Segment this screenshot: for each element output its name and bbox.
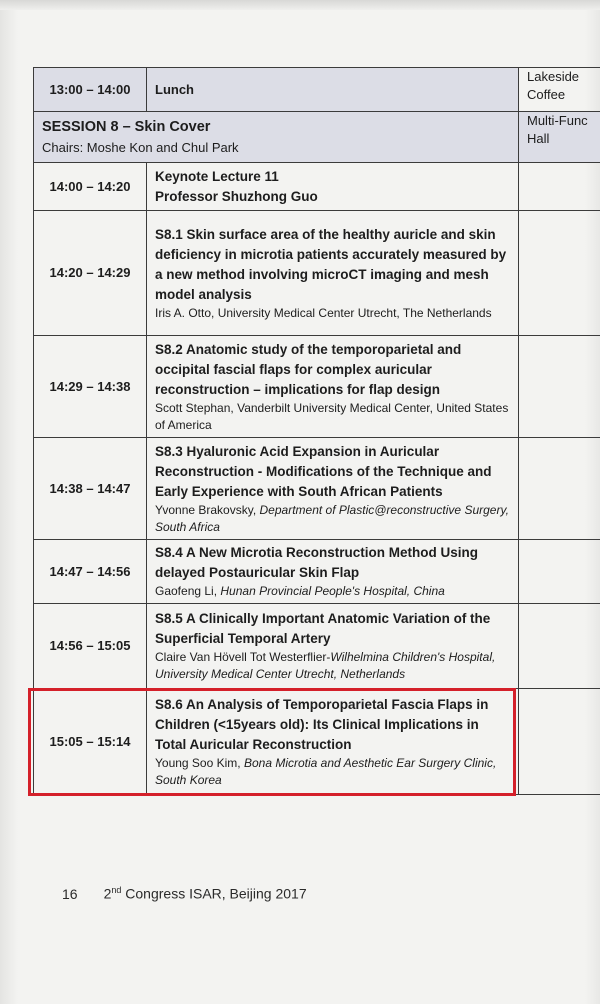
talk-row: [34, 438, 600, 540]
venue-cell-empty: [519, 689, 600, 795]
talk-cell: [147, 689, 519, 795]
talk-title: S8.1 Skin surface area of the healthy auricle and skin deficiency in microtia patients accurately measured by a new method involving microCT imaging and mesh model analysis: [155, 226, 507, 302]
talk-cell: [147, 211, 519, 336]
talk-title: S8.5 A Clinically Important Anatomic Variation of the Superficial Temporal Artery: [155, 611, 491, 646]
session-header: [34, 112, 519, 163]
session-venue: Multi-Func Hall: [519, 112, 600, 163]
talk-cell: [147, 540, 519, 604]
talk-affiliation: Hunan Provincial People's Hospital, China: [220, 584, 445, 598]
talk-row: [34, 211, 600, 336]
talk-author: Gaofeng Li,: [155, 584, 218, 598]
venue-cell-empty: [519, 604, 600, 689]
talk-row: [34, 604, 600, 689]
session-chairs: Chairs: Moshe Kon and Chul Park: [42, 140, 239, 155]
talk-author-line: [155, 755, 510, 789]
lunch-time: 13:00 – 14:00: [34, 68, 147, 112]
talk-author-line: [155, 305, 510, 322]
talk-cell: [147, 604, 519, 689]
venue-cell-empty: [519, 336, 600, 438]
talk-time: 14:47 – 14:56: [34, 540, 147, 604]
session-title: SESSION 8 – Skin Cover: [42, 119, 211, 135]
talk-author: Yvonne Brakovsky,: [155, 502, 257, 517]
talk-author: Scott Stephan,: [155, 400, 234, 415]
talk-affiliation: Department of Plastic@reconstructive Surgery, South Africa: [155, 502, 509, 534]
venue-cell-empty: [519, 540, 600, 604]
talk-affiliation: University Medical Center Utrecht, The Netherlands: [217, 305, 492, 320]
talk-title: S8.2 Anatomic study of the temporoparietal and occipital fascial flaps for complex auricular reconstruction – implications for flap design: [155, 341, 462, 397]
talk-time: 14:56 – 15:05: [34, 604, 147, 689]
talk-time: 14:38 – 14:47: [34, 438, 147, 540]
program-table: [33, 67, 600, 795]
keynote-time: 14:00 – 14:20: [34, 163, 147, 211]
talk-author-line: [155, 583, 510, 600]
talk-affiliation: Wilhelmina Children's Hospital, University Medical Center Utrecht, Netherlands: [155, 650, 496, 681]
lunch-label: Lunch: [147, 68, 519, 112]
talk-author-line: [155, 400, 510, 434]
talk-row: [34, 336, 600, 438]
talk-author-line: [155, 502, 510, 536]
keynote-line2: Professor Shuzhong Guo: [155, 188, 318, 204]
talk-affiliation: Vanderbilt University Medical Center, United States of America: [155, 400, 509, 432]
venue-cell-empty: [519, 163, 600, 211]
talk-row: [34, 540, 600, 604]
talk-cell: [147, 438, 519, 540]
congress-name: Congress ISAR, Beijing 2017: [121, 885, 307, 902]
session-row: [34, 112, 600, 163]
talk-row-highlighted: [34, 689, 600, 795]
page-top-edge: [0, 0, 600, 10]
talk-author: Claire Van Hövell Tot Westerflier-: [155, 650, 331, 664]
page-number: 16: [62, 885, 78, 902]
talk-title: S8.4 A New Microtia Reconstruction Method Using delayed Postauricular Skin Flap: [155, 545, 479, 580]
talk-time: 15:05 – 15:14: [34, 689, 147, 795]
talk-author: Young Soo Kim,: [155, 755, 241, 770]
keynote-cell: [147, 163, 519, 211]
talk-cell: [147, 336, 519, 438]
talk-time: 14:29 – 14:38: [34, 336, 147, 438]
venue-cell-empty: [519, 211, 600, 336]
talk-title: S8.3 Hyaluronic Acid Expansion in Auricular Reconstruction - Modifications of the Technique and Early Experience with South African Patients: [155, 443, 492, 499]
talk-title: S8.6 An Analysis of Temporoparietal Fascia Flaps in Children (<15years old): Its Clinical Implications in Total Auricular Reconstruction: [155, 696, 489, 752]
talk-affiliation: Bona Microtia and Aesthetic Ear Surgery Clinic, South Korea: [155, 755, 497, 787]
congress-number: 2: [103, 885, 112, 902]
venue-cell-empty: [519, 438, 600, 540]
congress-ordinal: nd: [111, 885, 122, 895]
lunch-row: [34, 68, 600, 112]
talk-time: 14:20 – 14:29: [34, 211, 147, 336]
lunch-venue: Lakeside Coffee: [519, 68, 600, 112]
talk-author-line: [155, 649, 510, 683]
keynote-row: [34, 163, 600, 211]
talk-author: Iris A. Otto,: [155, 305, 215, 320]
keynote-line1: Keynote Lecture 11: [155, 168, 279, 184]
page-footer: [62, 885, 307, 902]
